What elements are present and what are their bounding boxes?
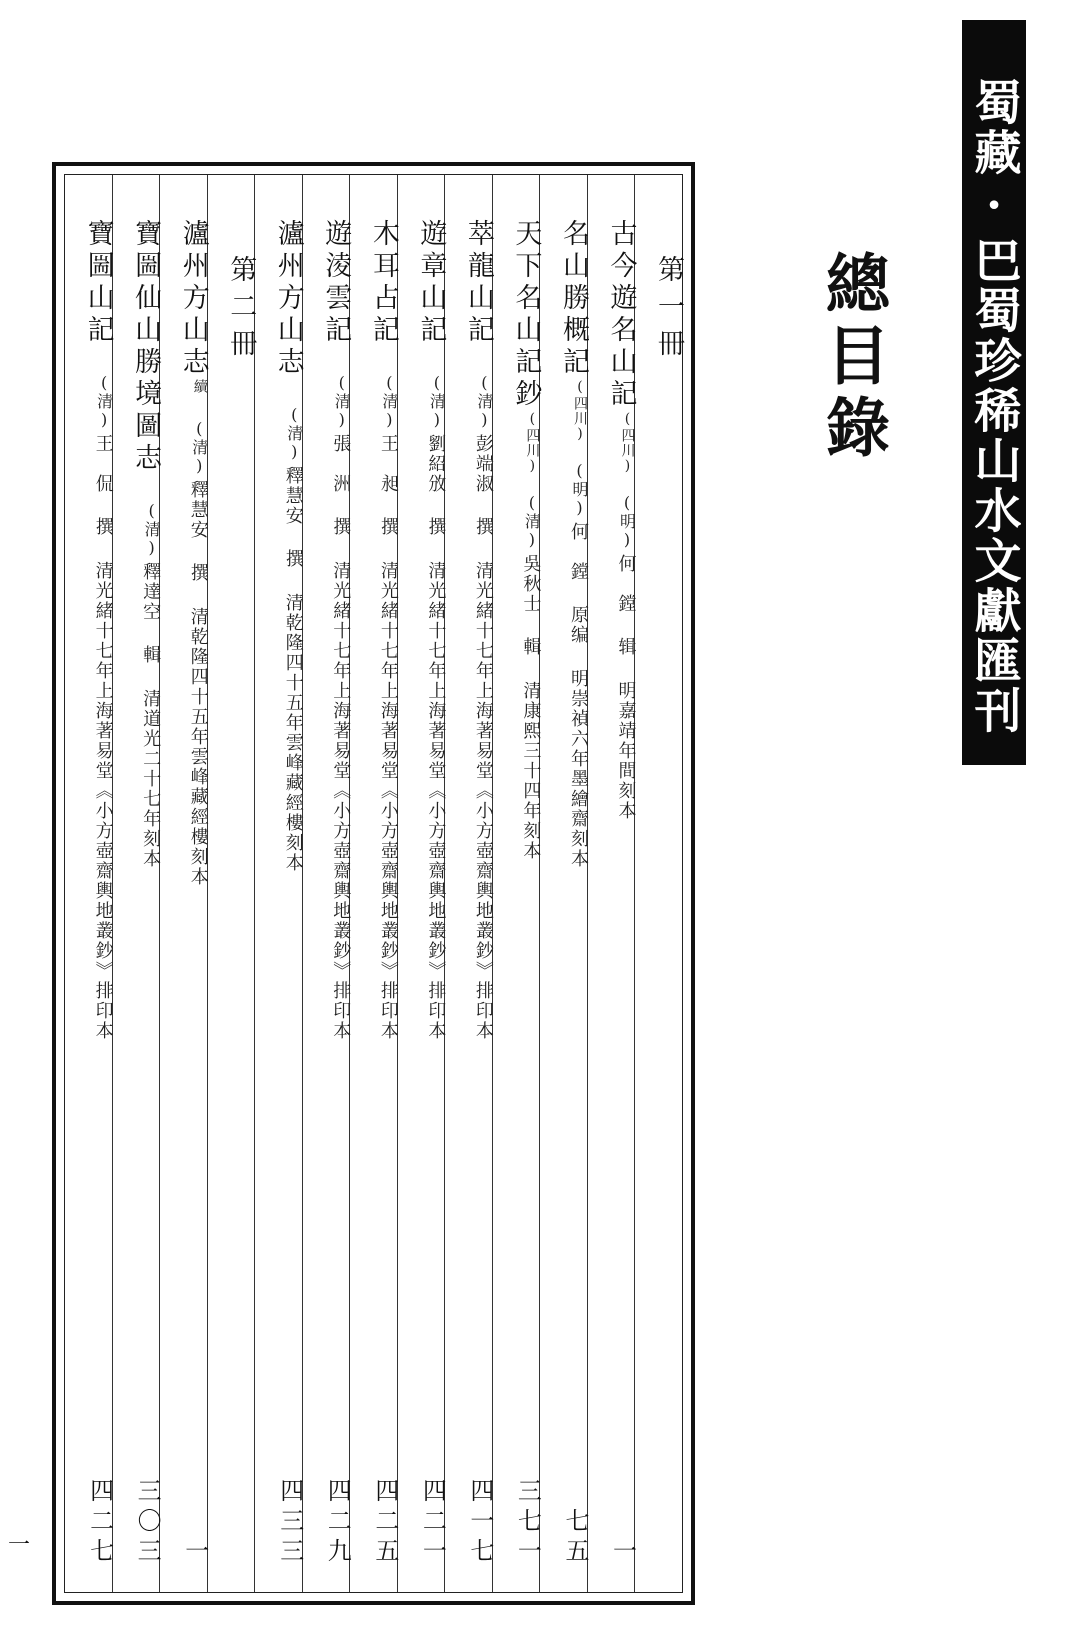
entry-edition: 清光緒十七年上海著易堂《小方壺齋輿地叢鈔》排印本 — [425, 561, 447, 1041]
volume-label: 第二冊 — [225, 255, 257, 366]
entry-page-number: 七五 — [560, 1508, 589, 1568]
entry-meta — [303, 373, 350, 1041]
entry-dynasty: (明) — [617, 493, 637, 550]
page-number: 一 — [8, 1533, 31, 1558]
entry-title: 萃龍山記 — [462, 219, 494, 347]
entry-author: 釋慧安 撰 — [187, 480, 209, 583]
entry-author: 彭端淑 撰 — [472, 434, 494, 537]
entry-author: 釋慧安 撰 — [282, 466, 304, 569]
entry-region-tag: 續 — [191, 379, 208, 394]
entry-dynasty: (清) — [522, 493, 542, 550]
entry-edition: 清光緒十七年上海著易堂《小方壺齋輿地叢鈔》排印本 — [377, 561, 399, 1041]
entry-dynasty: (清) — [189, 419, 209, 476]
toc-entry[interactable] — [587, 175, 635, 1592]
entry-dynasty: (清) — [142, 501, 162, 558]
entry-edition: 清光緒十七年上海著易堂《小方壺齋輿地叢鈔》排印本 — [472, 561, 494, 1041]
entry-region-tag: (四川) — [524, 411, 541, 475]
entry-region-tag: (四川) — [619, 411, 636, 475]
entry-author: 王 昶 撰 — [377, 434, 399, 537]
entry-title: 遊章山記 — [415, 219, 447, 347]
entry-title: 寶圌山記 — [82, 219, 114, 347]
entry-title: 遊淩雲記 — [320, 219, 352, 347]
entry-edition: 明嘉靖年間刻本 — [615, 681, 637, 821]
entry-region-tag: (四川) — [571, 379, 588, 443]
entry-title: 木耳占記 — [367, 219, 399, 347]
entry-edition: 清道光二十七年刻本 — [140, 689, 162, 869]
toc-entry[interactable] — [302, 175, 350, 1592]
entry-dynasty: (清) — [94, 373, 114, 430]
entry-edition: 明崇禎六年墨繪齋刻本 — [567, 669, 589, 869]
toc-entry[interactable] — [349, 175, 397, 1592]
entry-edition: 清光緒十七年上海著易堂《小方壺齋輿地叢鈔》排印本 — [330, 561, 352, 1041]
entry-edition: 清光緒十七年上海著易堂《小方壺齋輿地叢鈔》排印本 — [92, 561, 114, 1041]
entry-page-number: 四二九 — [323, 1478, 352, 1568]
entry-meta — [493, 493, 540, 861]
entry-meta — [255, 405, 302, 873]
entry-author: 劉紹攽 撰 — [425, 434, 447, 537]
entry-dynasty: (清) — [379, 373, 399, 430]
entry-page-number: 三〇三 — [133, 1478, 162, 1568]
entry-meta — [445, 373, 492, 1041]
toc-table — [52, 162, 695, 1605]
series-title: 蜀藏·巴蜀珍稀山水文獻匯刊 — [966, 78, 1022, 736]
entry-title: 寶圌仙山勝境圖志 — [130, 219, 162, 475]
entry-page-number: 四二七 — [85, 1478, 114, 1568]
entry-author: 吳秋士 輯 — [520, 554, 542, 657]
toc-entry[interactable] — [539, 175, 587, 1592]
entry-author: 何 鏜 原编 — [567, 522, 589, 645]
page-heading: 總目錄 — [815, 250, 890, 466]
entry-title: 名山勝概記 (四川) — [540, 219, 587, 443]
entry-edition: 清乾隆四十五年雲峰藏經樓刻本 — [282, 593, 304, 873]
entry-page-number: 四二一 — [418, 1478, 447, 1568]
entry-title: 古今遊名山記 (四川) — [588, 219, 635, 475]
entry-page-number: 四三三 — [275, 1478, 304, 1568]
entry-meta — [113, 501, 160, 869]
toc-entry[interactable] — [65, 175, 112, 1592]
entry-page-number: 三七一 — [513, 1478, 542, 1568]
entry-edition: 清康熙三十四年刻本 — [520, 681, 542, 861]
entry-meta — [398, 373, 445, 1041]
volume-header — [634, 175, 682, 1592]
entry-meta — [540, 461, 587, 869]
entry-author: 何 鏜 辑 — [615, 554, 637, 657]
entry-meta — [160, 419, 207, 887]
entry-meta — [588, 493, 635, 821]
entry-page-number: 四一七 — [465, 1478, 494, 1568]
entry-meta — [350, 373, 397, 1041]
toc-entry[interactable] — [397, 175, 445, 1592]
entry-page-number: 一 — [180, 1538, 209, 1568]
entry-page-number: 四二五 — [370, 1478, 399, 1568]
entry-dynasty: (清) — [427, 373, 447, 430]
toc-columns — [64, 174, 683, 1593]
entry-author: 王 侃 撰 — [92, 434, 114, 537]
toc-entry[interactable] — [159, 175, 207, 1592]
entry-dynasty: (明) — [569, 461, 589, 518]
toc-entry[interactable] — [254, 175, 302, 1592]
entry-meta — [65, 373, 112, 1041]
entry-title: 瀘州方山志 續 — [160, 219, 207, 394]
series-title-banner — [962, 20, 1026, 765]
toc-entry[interactable] — [112, 175, 160, 1592]
volume-label: 第一冊 — [653, 255, 684, 366]
entry-title: 瀘州方山志 — [272, 219, 304, 379]
toc-entry[interactable] — [444, 175, 492, 1592]
entry-title: 天下名山記鈔 (四川) — [493, 219, 540, 475]
entry-dynasty: (清) — [332, 373, 352, 430]
entry-dynasty: (清) — [284, 405, 304, 462]
toc-entry[interactable] — [492, 175, 540, 1592]
entry-page-number: 一 — [608, 1538, 637, 1568]
entry-edition: 清乾隆四十五年雲峰藏經樓刻本 — [187, 607, 209, 887]
volume-header — [207, 175, 255, 1592]
entry-dynasty: (清) — [474, 373, 494, 430]
entry-author: 張 洲 撰 — [330, 434, 352, 537]
entry-author: 釋達空 輯 — [140, 562, 162, 665]
